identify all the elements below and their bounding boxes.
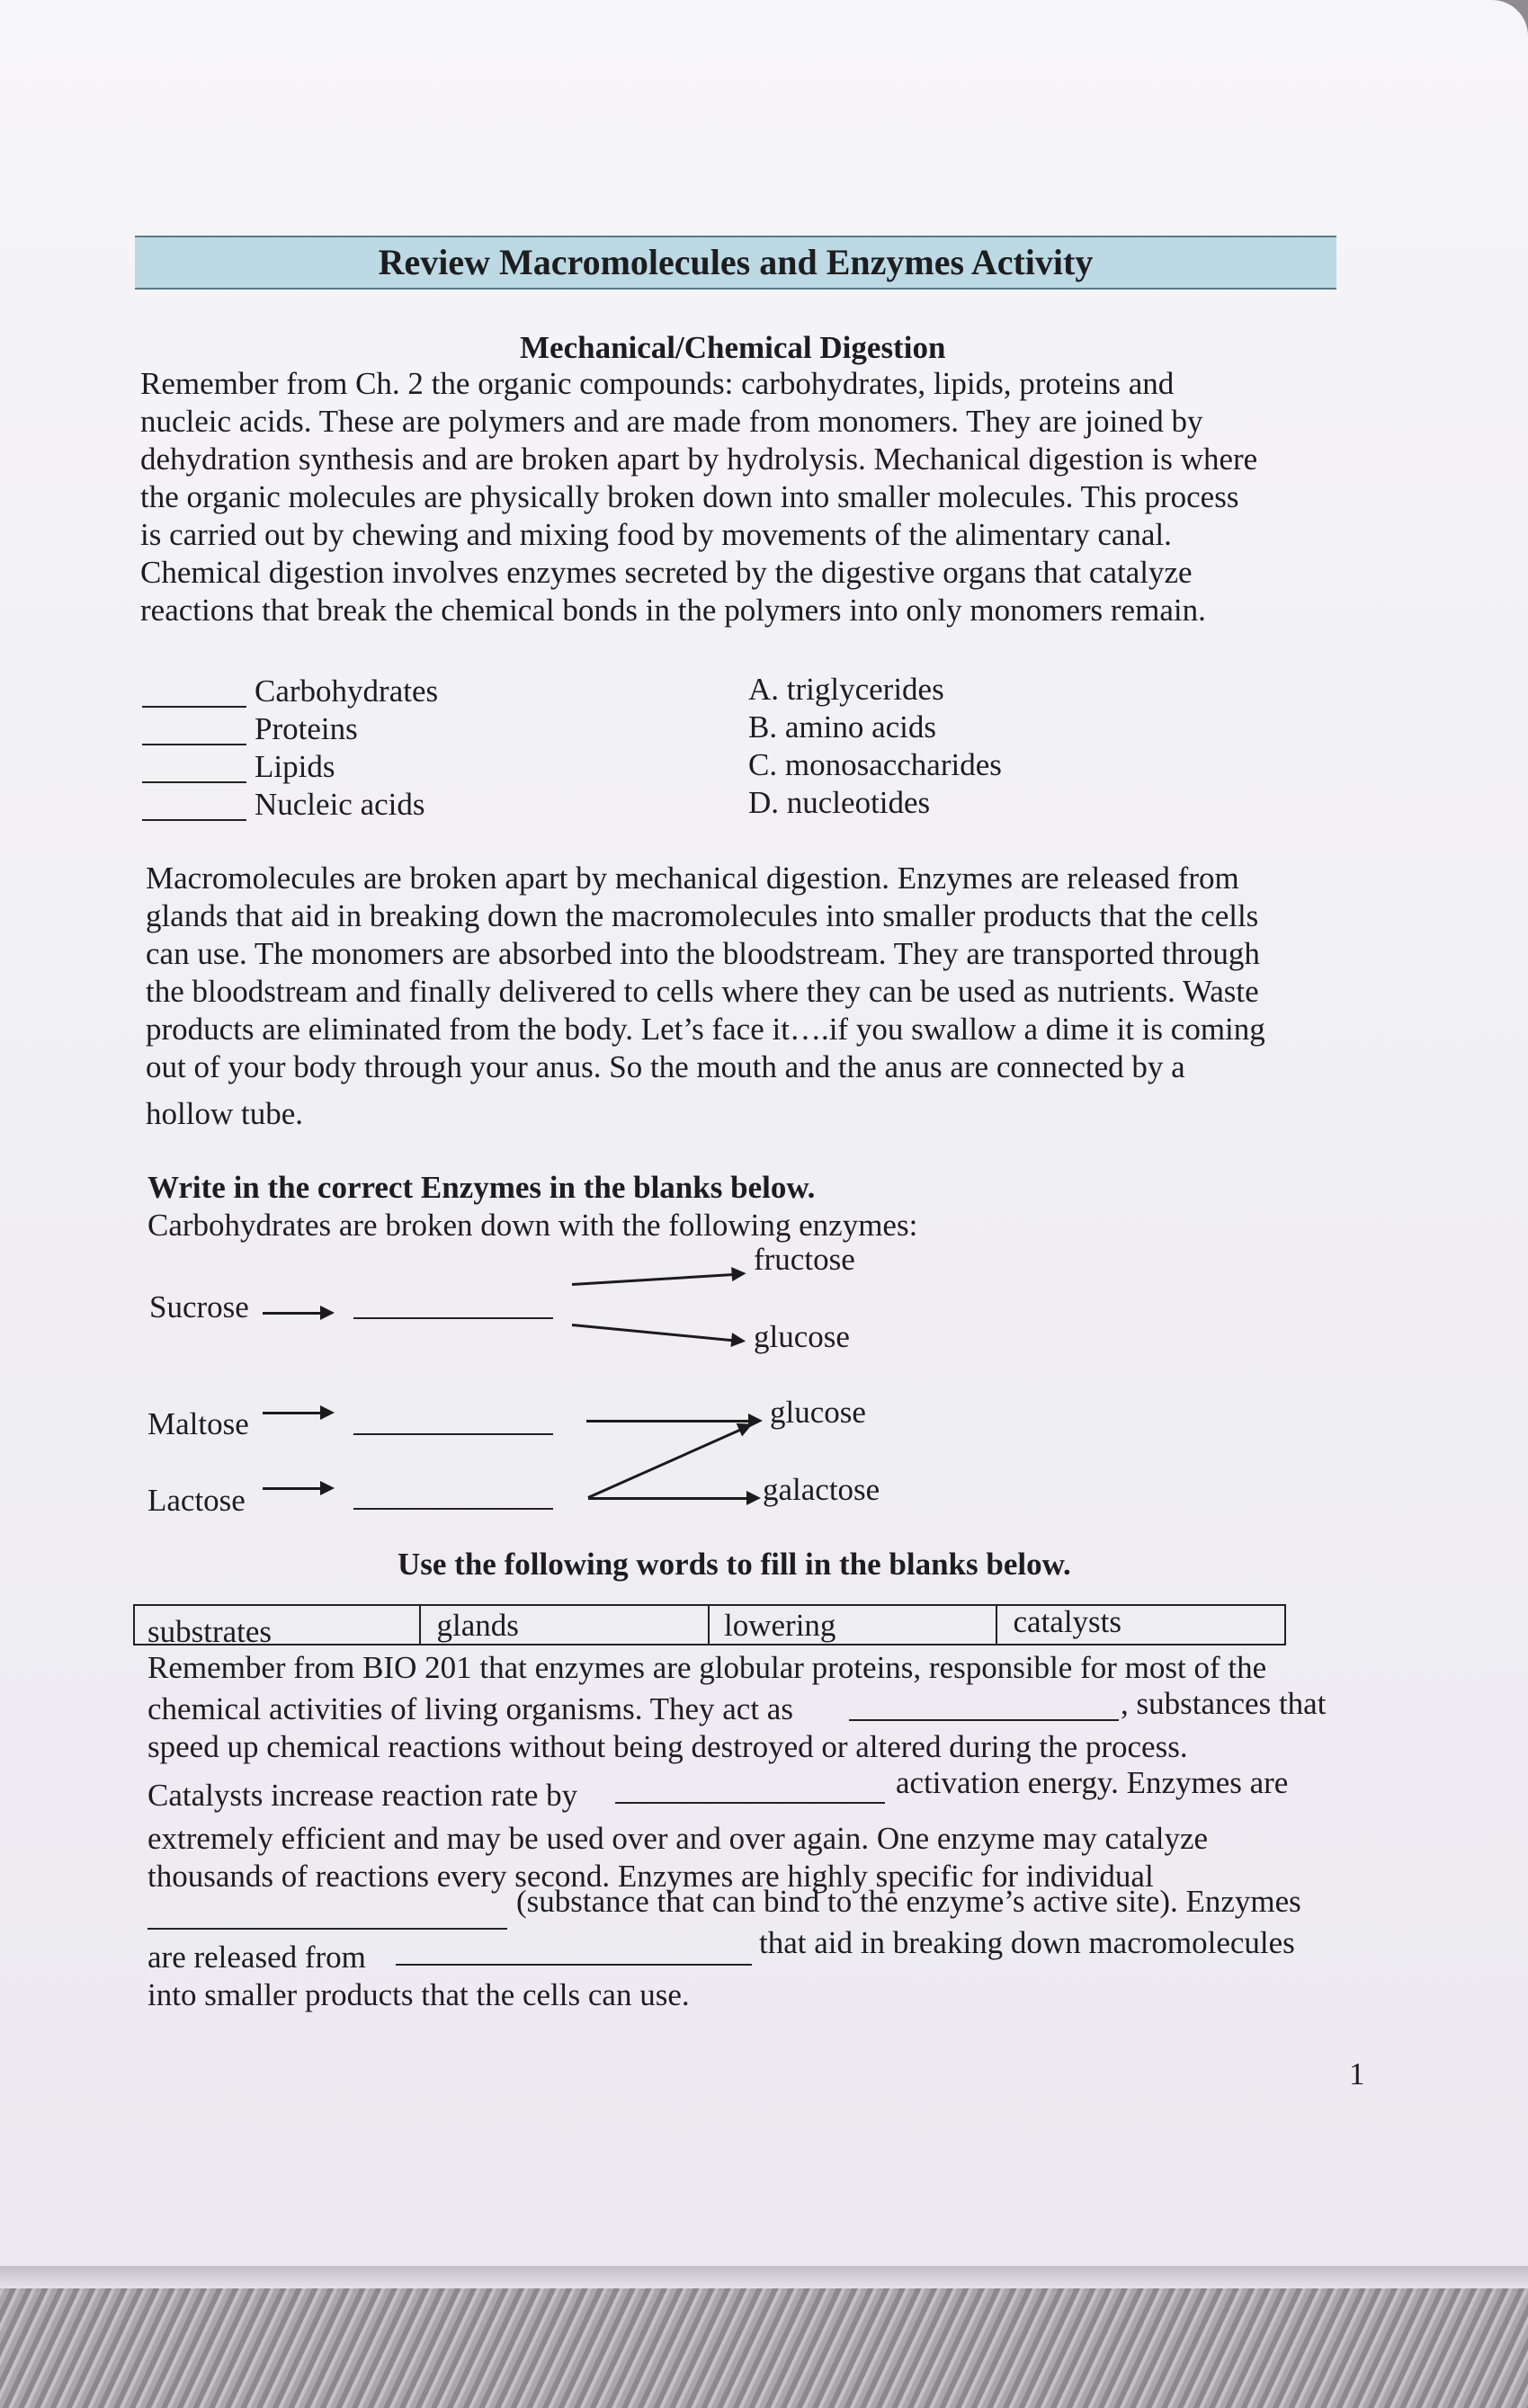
- paragraph-line: glands that aid in breaking down the macromolecules into smaller products that the cells: [146, 898, 1259, 933]
- paragraph-line: Remember from Ch. 2 the organic compounds: carbohydrates, lipids, proteins and: [140, 366, 1175, 401]
- paragraph-line: Catalysts increase reaction rate by: [147, 1778, 578, 1813]
- paragraph-line: thousands of reactions every second. Enzymes are highly specific for individual: [147, 1859, 1154, 1894]
- paragraph-line: (substance that can bind to the enzyme’s active site). Enzymes: [516, 1884, 1301, 1919]
- fill-blank-substrates[interactable]: [147, 1928, 507, 1930]
- fill-blank-catalysts[interactable]: [849, 1719, 1119, 1721]
- fill-blank-lowering[interactable]: [615, 1802, 885, 1804]
- paragraph-line: products are eliminated from the body. Let’s face it….if you swallow a dime it is coming: [146, 1012, 1265, 1047]
- paragraph-line: Chemical digestion involves enzymes secreted by the digestive organs that catalyze: [140, 555, 1193, 590]
- product-label: glucose: [754, 1319, 850, 1354]
- arrow-icon: [586, 1420, 759, 1423]
- paragraph-line: chemical activities of living organisms. They act as: [147, 1691, 793, 1726]
- matching-term: Nucleic acids: [255, 787, 425, 822]
- paragraph-line: speed up chemical reactions without being destroyed or altered during the process.: [147, 1729, 1188, 1764]
- paragraph-line: reactions that break the chemical bonds in the polymers into only monomers remain.: [140, 593, 1206, 628]
- paragraph-line: hollow tube.: [146, 1096, 303, 1131]
- paragraph-line: are released from: [147, 1940, 366, 1975]
- paragraph-line: extremely efficient and may be used over and over again. One enzyme may catalyze: [147, 1821, 1209, 1856]
- matching-blank-nucleic-acids[interactable]: [142, 819, 246, 821]
- paragraph-line: nucleic acids. These are polymers and are made from monomers. They are joined by: [140, 404, 1203, 439]
- paragraph-line: into smaller products that the cells can use.: [147, 1977, 690, 2012]
- word-bank-cell: lowering: [710, 1606, 997, 1644]
- matching-blank-lipids[interactable]: [142, 781, 246, 783]
- section-heading-digestion: Mechanical/Chemical Digestion: [520, 330, 946, 365]
- paragraph-line: activation energy. Enzymes are: [896, 1765, 1289, 1800]
- word-bank-cell: substrates: [135, 1606, 421, 1644]
- arrow-icon: [588, 1497, 757, 1500]
- arrow-icon: [263, 1487, 331, 1490]
- paragraph-line: Remember from BIO 201 that enzymes are globular proteins, responsible for most of the: [147, 1650, 1267, 1685]
- paragraph-line: , substances that: [1121, 1686, 1327, 1721]
- sugar-label-maltose: Maltose: [147, 1406, 249, 1441]
- matching-term: Carbohydrates: [255, 673, 439, 709]
- paragraph-line: out of your body through your anus. So the mouth and the anus are connected by a: [146, 1049, 1185, 1084]
- paragraph-line: dehydration synthesis and are broken apart by hydrolysis. Mechanical digestion is where: [140, 441, 1258, 477]
- word-bank-cell: catalysts: [1013, 1604, 1122, 1639]
- matching-option: B. amino acids: [748, 709, 936, 745]
- paragraph-line: can use. The monomers are absorbed into the bloodstream. They are transported through: [146, 936, 1260, 971]
- paragraph-line: Macromolecules are broken apart by mechanical digestion. Enzymes are released from: [146, 861, 1239, 896]
- page-edge-shadow: [0, 2266, 1528, 2293]
- sugar-label-lactose: Lactose: [147, 1483, 246, 1518]
- enzyme-blank-lactase[interactable]: [353, 1508, 553, 1510]
- product-label: glucose: [770, 1395, 866, 1430]
- paragraph-line: is carried out by chewing and mixing food by movements of the alimentary canal.: [140, 517, 1172, 552]
- word-bank-cell: glands: [421, 1606, 710, 1644]
- matching-option: D. nucleotides: [748, 785, 931, 820]
- arrow-icon: [263, 1312, 331, 1315]
- matching-option: A. triglycerides: [748, 672, 944, 707]
- arrow-icon: [263, 1412, 331, 1414]
- page-title: Review Macromolecules and Enzymes Activity: [135, 236, 1336, 290]
- fill-heading: Use the following words to fill in the blanks below.: [398, 1547, 1071, 1582]
- matching-option: C. monosaccharides: [748, 747, 1002, 782]
- enzyme-blank-maltase[interactable]: [353, 1433, 553, 1435]
- paragraph-line: the bloodstream and finally delivered to cells where they can be used as nutrients. Waste: [146, 974, 1259, 1009]
- enzyme-blank-sucrase[interactable]: [353, 1317, 553, 1319]
- enzymes-heading: Write in the correct Enzymes in the blanks below.: [147, 1170, 816, 1205]
- matching-blank-proteins[interactable]: [142, 744, 246, 745]
- product-label: galactose: [763, 1472, 880, 1507]
- matching-term: Proteins: [255, 711, 358, 746]
- word-bank-table: [133, 1604, 1286, 1649]
- sugar-label-sucrose: Sucrose: [149, 1289, 249, 1324]
- page-number: 1: [1349, 2056, 1365, 2091]
- product-label: fructose: [754, 1242, 855, 1277]
- fill-blank-glands[interactable]: [396, 1964, 752, 1966]
- enzymes-intro: Carbohydrates are broken down with the following enzymes:: [147, 1208, 918, 1243]
- matching-blank-carbohydrates[interactable]: [142, 706, 246, 708]
- matching-term: Lipids: [255, 749, 335, 784]
- paragraph-line: the organic molecules are physically broken down into smaller molecules. This process: [140, 479, 1239, 514]
- paragraph-line: that aid in breaking down macromolecules: [759, 1925, 1295, 1960]
